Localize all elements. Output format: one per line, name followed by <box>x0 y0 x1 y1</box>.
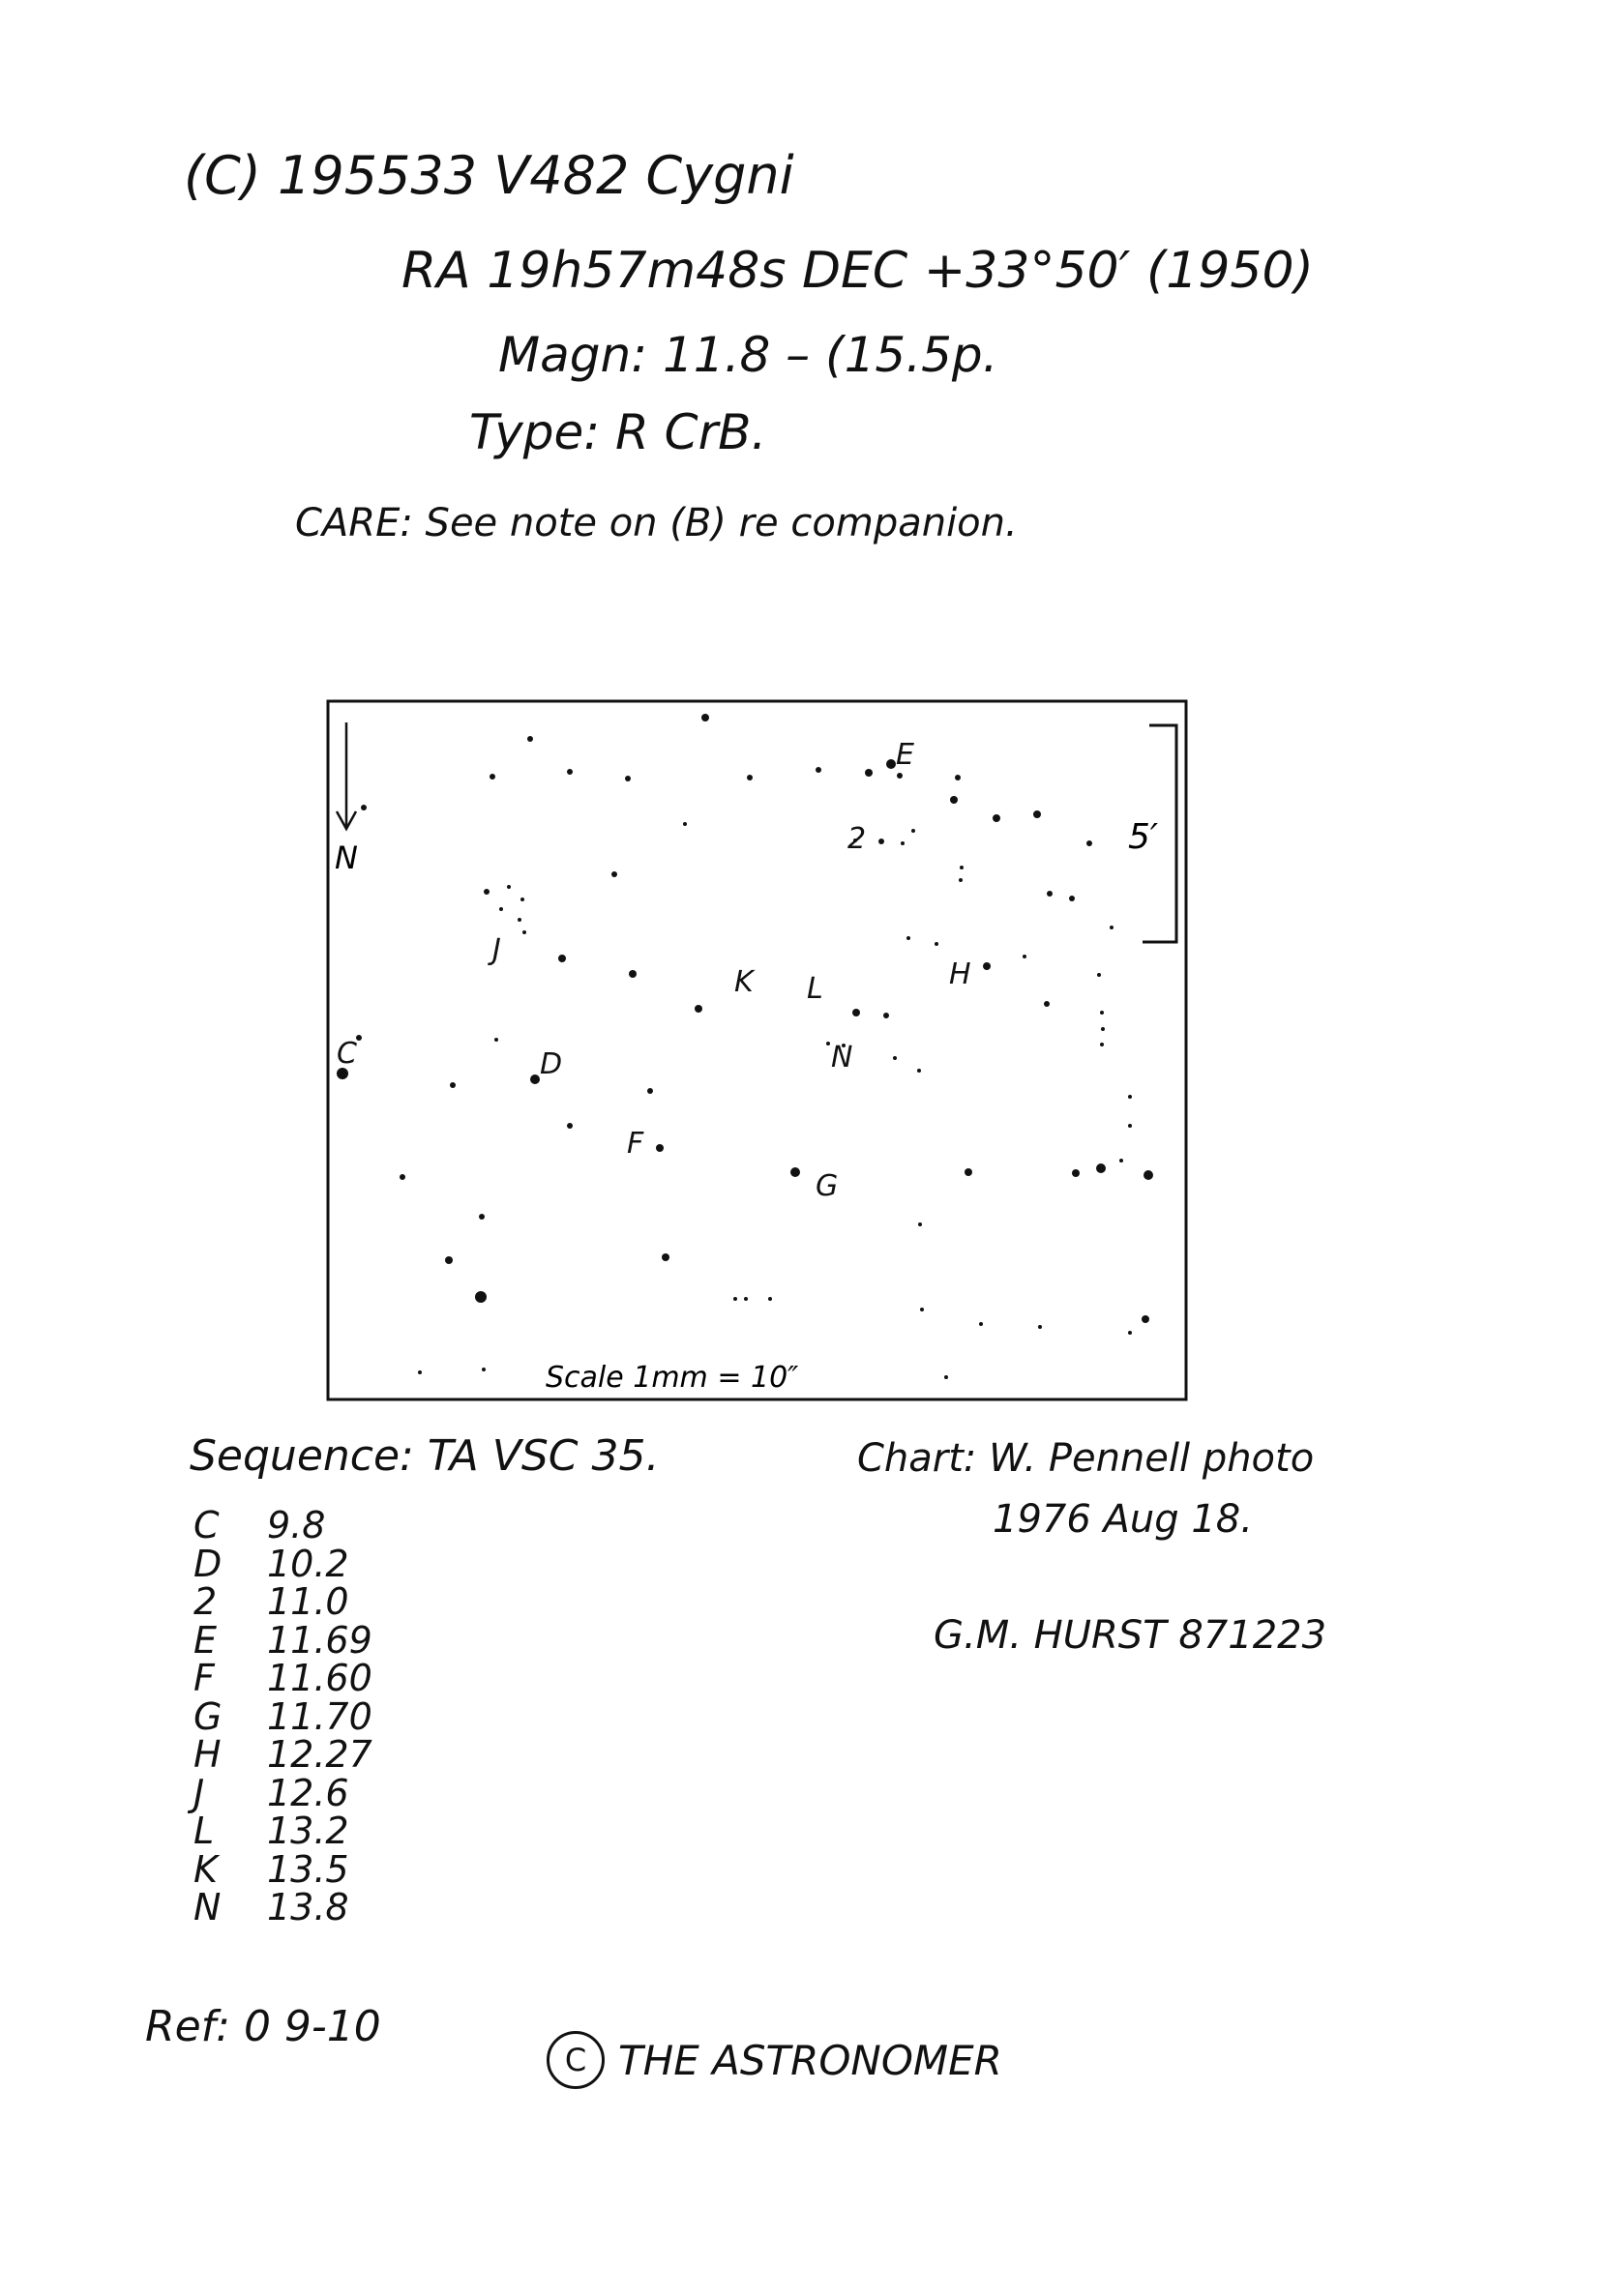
sequence-mag: 11.69 <box>267 1618 372 1662</box>
star-label-e: E <box>896 738 914 772</box>
sequence-entry <box>193 1618 372 1662</box>
star-dot <box>361 805 367 810</box>
star-label-k: K <box>734 965 754 999</box>
variable-type: Type: R CrB. <box>469 404 767 460</box>
sequence-star: F <box>193 1657 215 1699</box>
star-dot <box>522 930 526 934</box>
star-dot <box>886 759 896 769</box>
star-dot <box>445 1256 453 1264</box>
star-dot <box>1144 1170 1153 1180</box>
finder-chart <box>325 698 1189 1402</box>
star-dot <box>647 1088 653 1094</box>
scale-bracket-label: 5′ <box>1128 817 1159 857</box>
magnitude-range: Magn: 11.8 – (15.5p. <box>498 327 998 383</box>
star-label-h: H <box>949 957 971 991</box>
star-dot <box>983 962 991 970</box>
sequence-mag: 13.5 <box>267 1847 349 1891</box>
star-dot <box>484 889 490 895</box>
star-dot <box>816 767 821 773</box>
star-dot <box>558 955 566 962</box>
star-label-j: J <box>492 933 501 967</box>
star-dot <box>993 814 1000 822</box>
sequence-entry <box>193 1812 372 1851</box>
star-dot <box>625 776 631 781</box>
star-field <box>337 714 1153 1379</box>
star-dot <box>917 1069 921 1073</box>
sequence-mag: 11.0 <box>267 1580 349 1623</box>
star-dot <box>1096 1163 1106 1173</box>
star-dot <box>878 839 884 844</box>
sequence-mag: 10.2 <box>267 1542 349 1585</box>
sequence-entry <box>193 1657 372 1699</box>
star-dot <box>490 774 495 780</box>
star-dot <box>450 1082 456 1088</box>
star-dot <box>1069 896 1075 901</box>
sequence-mag: 13.2 <box>267 1810 349 1852</box>
star-dot <box>662 1253 669 1261</box>
star-dot <box>790 1167 800 1177</box>
star-label-2: 2 <box>847 822 867 856</box>
chart-source: Chart: W. Pennell photo <box>857 1436 1315 1481</box>
star-dot <box>965 1168 972 1176</box>
sequence-star: 2 <box>193 1580 218 1623</box>
sequence-mag: 11.70 <box>267 1694 372 1738</box>
coordinates: RA 19h57m48s DEC +33°50′ (1950) <box>401 242 1314 300</box>
star-dot <box>418 1370 422 1374</box>
star-dot <box>935 942 938 946</box>
star-dot <box>1033 810 1041 818</box>
chart-frame <box>328 701 1186 1399</box>
sequence-entry <box>193 1542 372 1585</box>
star-dot <box>695 1005 702 1013</box>
sequence-mag: 12.27 <box>267 1733 372 1776</box>
north-arrow-icon <box>337 722 356 829</box>
star-dot <box>852 1009 860 1016</box>
sequence-entry <box>193 1504 372 1546</box>
star-dot <box>507 885 511 889</box>
star-dot <box>1110 926 1114 929</box>
sequence-star: E <box>193 1618 218 1662</box>
star-dot <box>1100 1043 1104 1046</box>
scale-text: Scale 1mm = 10″ <box>546 1361 799 1395</box>
sequence-mag: 12.6 <box>267 1771 349 1814</box>
care-note: CARE: See note on (B) re companion. <box>295 501 1018 545</box>
star-dot <box>482 1368 486 1371</box>
star-dot <box>960 866 964 869</box>
sequence-mag: 13.8 <box>267 1886 349 1928</box>
star-label-f: F <box>627 1127 644 1161</box>
star-dot <box>567 1123 573 1129</box>
star-dot <box>955 775 961 780</box>
sequence-entry <box>193 1847 372 1891</box>
star-dot <box>733 1297 737 1301</box>
reference: Ref: 0 9-10 <box>145 2002 381 2051</box>
star-dot <box>701 714 709 721</box>
copyright-text: THE ASTRONOMER <box>618 2036 1002 2084</box>
star-dot <box>944 1375 948 1379</box>
copyright <box>547 2031 1002 2089</box>
star-dot <box>1086 840 1092 846</box>
star-dot <box>1128 1095 1132 1099</box>
star-dot <box>920 1308 924 1311</box>
star-dot <box>959 878 963 882</box>
author-line: G.M. HURST 871223 <box>934 1613 1327 1658</box>
star-dot <box>1128 1331 1132 1335</box>
sequence-star: K <box>193 1847 218 1891</box>
star-label-c: C <box>337 1037 357 1071</box>
star-dot <box>499 907 503 911</box>
star-dot <box>1142 1315 1149 1323</box>
sequence-star: H <box>193 1733 222 1776</box>
star-dot <box>611 871 617 877</box>
star-dot <box>747 775 753 780</box>
star-dot <box>1038 1325 1042 1329</box>
sequence-mag: 11.60 <box>267 1657 372 1699</box>
sequence-entry <box>193 1694 372 1738</box>
star-dot <box>683 822 687 826</box>
sequence-star: C <box>193 1504 220 1546</box>
star-dot <box>1101 1027 1105 1031</box>
star-dot <box>893 1056 897 1060</box>
copyright-icon: C <box>547 2031 605 2089</box>
sequence-list <box>193 1504 372 1928</box>
chart-title: (C) 195533 V482 Cygni <box>184 145 794 206</box>
sequence-entry <box>193 1580 372 1623</box>
star-label-d: D <box>540 1047 563 1081</box>
star-dot <box>744 1297 748 1301</box>
star-dot <box>1119 1159 1123 1163</box>
star-dot <box>567 769 573 775</box>
star-dot <box>950 796 958 804</box>
star-dot <box>629 970 637 978</box>
star-dot <box>901 841 905 845</box>
star-dot <box>1023 955 1026 958</box>
star-dot <box>768 1297 772 1301</box>
star-dot <box>826 1042 830 1045</box>
star-dot <box>897 773 903 779</box>
star-dot <box>494 1038 498 1042</box>
star-dot <box>400 1174 405 1180</box>
sequence-star: D <box>193 1542 223 1585</box>
sequence-entry <box>193 1771 372 1814</box>
star-dot <box>530 1074 540 1084</box>
star-dot <box>979 1322 983 1326</box>
star-dot <box>1100 1011 1104 1015</box>
sequence-heading: Sequence: TA VSC 35. <box>190 1431 660 1481</box>
sequence-star: L <box>193 1810 215 1852</box>
star-label-n: N <box>831 1041 853 1074</box>
star-dot <box>1128 1124 1132 1128</box>
star-dot <box>1097 973 1101 977</box>
sequence-star: N <box>193 1886 222 1928</box>
star-dot <box>527 736 533 742</box>
sequence-entry <box>193 1886 372 1928</box>
chart-date: 1976 Aug 18. <box>993 1497 1253 1542</box>
star-dot <box>883 1013 889 1018</box>
star-dot <box>656 1144 664 1152</box>
star-dot <box>1044 1001 1050 1007</box>
star-dot <box>865 769 873 777</box>
star-label-l: L <box>807 972 823 1006</box>
star-dot <box>906 936 910 940</box>
star-dot <box>475 1291 487 1303</box>
star-dot <box>1072 1169 1080 1177</box>
north-label: N <box>335 839 358 876</box>
sequence-star: G <box>193 1694 223 1738</box>
star-dot <box>520 898 524 901</box>
sequence-star: J <box>193 1771 205 1814</box>
star-label-g: G <box>816 1169 839 1203</box>
star-dot <box>479 1214 485 1220</box>
star-dot <box>911 829 915 833</box>
star-dot <box>1047 891 1053 897</box>
sequence-entry <box>193 1733 372 1776</box>
star-dot <box>518 918 521 922</box>
sequence-mag: 9.8 <box>267 1504 326 1546</box>
star-dot <box>918 1222 922 1226</box>
